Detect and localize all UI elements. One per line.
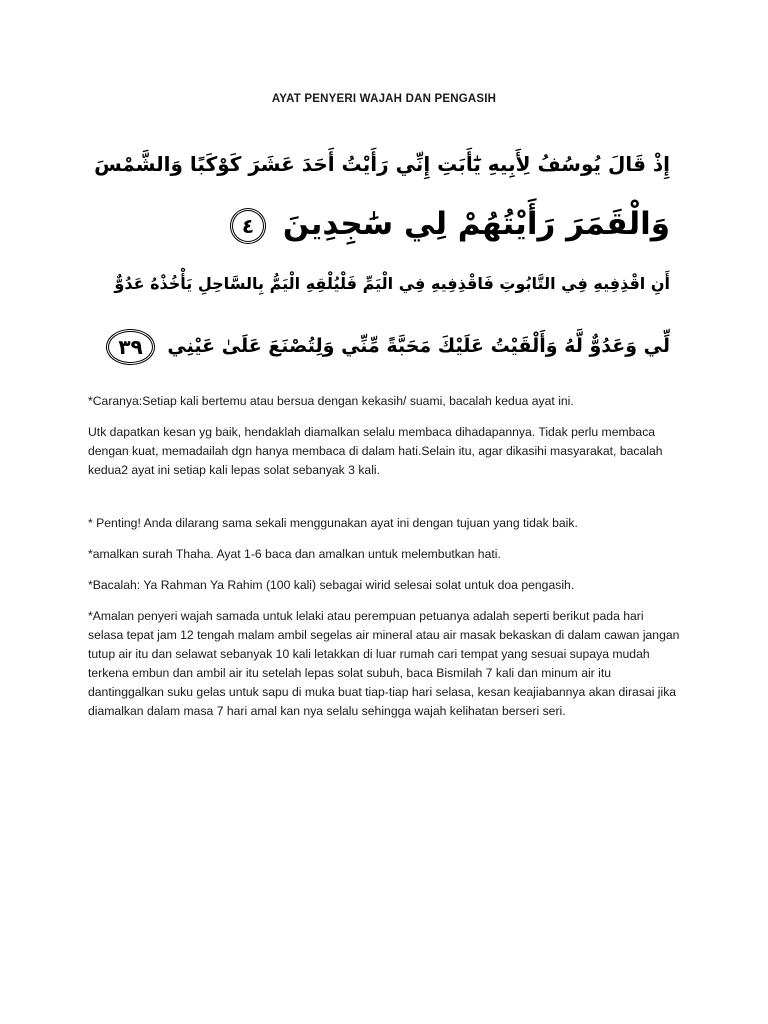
instruction-paragraph: Utk dapatkan kesan yg baik, hendaklah diamalkan selalu membaca dihadapannya. Tidak perlu membaca dengan kuat, memadailah dgn hanya membaca di dalam hati.Selain itu, agar dikasihi masyarakat, bacalah kedua2 ayat ini setiap kali lepas solat sebanyak 3 kali. [88, 425, 663, 477]
arabic-verse-line-4 [100, 326, 670, 366]
arabic-verse-line-1 [94, 144, 670, 184]
instruction-paragraph: *Caranya:Setiap kali bertemu atau bersua dengan kekasih/ suami, bacalah kedua ayat ini. [88, 394, 574, 408]
ayah-number-marker: ٤ [230, 208, 266, 244]
arabic-verse-text: لِّي وَعَدُوٌّ لَّهُ وَأَلْقَيْتُ عَلَيْكَ مَحَبَّةً مِّنِّي وَلِتُصْنَعَ عَلَىٰ عَيْنِي [167, 335, 670, 357]
arabic-verses [88, 138, 670, 378]
warning-paragraph: * Penting! Anda dilarang sama sekali menggunakan ayat ini dengan tujuan yang tidak baik. [88, 516, 578, 530]
arabic-verse-text: أَنِ اقْذِفِيهِ فِي التَّابُوتِ فَاقْذِفِيهِ فِي الْيَمِّ فَلْيُلْقِهِ الْيَمُّ بِالسَّاحِلِ يَأْخُذْهُ عَدُوٌّ [114, 274, 670, 293]
arabic-verse-text: وَالْقَمَرَ رَأَيْتُهُمْ لِي سَٰجِدِينَ [282, 206, 670, 242]
instruction-paragraph: *amalkan surah Thaha. Ayat 1-6 baca dan amalkan untuk melembutkan hati. [88, 547, 501, 561]
arabic-verse-line-2 [224, 204, 670, 244]
arabic-verse-line-3 [114, 264, 670, 304]
instruction-paragraph: *Amalan penyeri wajah samada untuk lelaki atau perempuan petuanya adalah seperti berikut pada hari selasa tepat jam 12 tengah malam ambil segelas air mineral atau air masak bekaskan di dalam cawan jangan tutup air itu dan selawat sebanyak 10 kali letakkan di luar rumah cari tempat yang sesuai supaya mudah terkena embun dan ambil air itu setelah lepas solat subuh, baca Bismilah 7 kali dan minum air itu dantinggalkan suku gelas untuk sapu di muka buat tiap-tiap hari selasa, kesan keajiabannya akan dirasai jika diamalkan dalam masa 7 hari amal kan nya selalu sehingga wajah kelihatan berseri seri. [88, 609, 680, 718]
ayah-number-marker: ٣٩ [106, 329, 154, 365]
arabic-verse-text: إِذْ قَالَ يُوسُفُ لِأَبِيهِ يَٰٓأَبَتِ إِنِّي رَأَيْتُ أَحَدَ عَشَرَ كَوْكَبًا وَالشَّمْسَ [94, 152, 670, 176]
document-title: AYAT PENYERI WAJAH DAN PENGASIH [271, 93, 497, 105]
instruction-paragraph: *Bacalah: Ya Rahman Ya Rahim (100 kali) sebagai wirid selesai solat untuk doa pengasih. [88, 578, 575, 592]
